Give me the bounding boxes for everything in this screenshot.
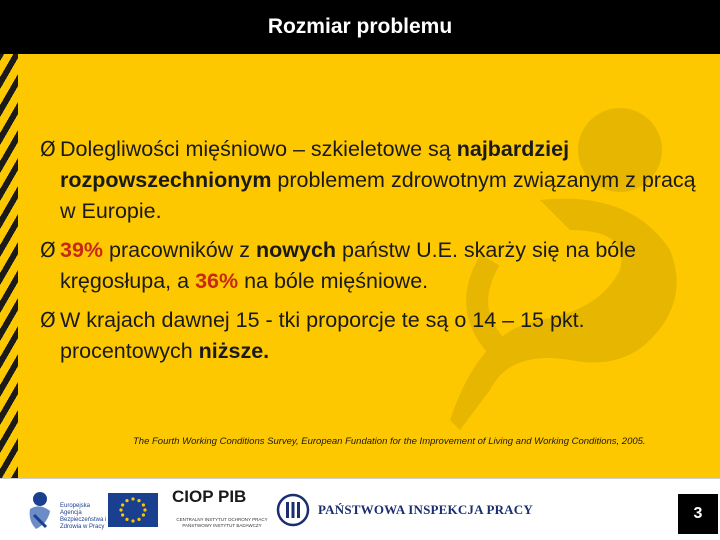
pip-logo-icon [276, 493, 310, 527]
bullet-text: problemem zdrowotnym związanym z pracą w Europie. [60, 168, 696, 223]
bullet-item [40, 235, 700, 297]
bullet-bold-text: nowych [256, 238, 337, 262]
bullet-text: W krajach dawnej 15 - tki proporcje te są o 14 – 15 pkt. procentowych [60, 308, 585, 363]
source-citation: The Fourth Working Conditions Survey, European Fundation for the Improvement of Living and Working Conditions, 2005. [133, 436, 646, 447]
footer-logos [0, 478, 720, 540]
bullet-item [40, 134, 700, 227]
percent-highlight: 36% [195, 269, 239, 293]
arrow-bullet-icon: Ø [40, 238, 56, 262]
bullet-text: pracowników z [103, 238, 256, 262]
bullet-text: Dolegliwości mięśniowo – szkieletowe są [60, 137, 457, 161]
bullet-bold-text: niższe [198, 339, 264, 363]
bullet-text: . [263, 339, 270, 363]
arrow-bullet-icon: Ø [40, 137, 56, 161]
hazard-stripe [0, 54, 18, 478]
bullet-item [40, 305, 700, 367]
ciop-pib-subtitle: CENTRALNY INSTYTUT OCHRONY PRACY PAŃSTWOWY INSTYTUT BADAWCZY [176, 517, 268, 528]
eu-osha-name: Europejska Agencja Bezpieczeństwa i Zdrowia w Pracy [60, 503, 107, 530]
ciop-pib-logo [172, 487, 272, 535]
arrow-bullet-icon: Ø [40, 308, 56, 332]
bullet-text: na bóle mięśniowe. [238, 269, 429, 293]
bullet-text: państw U.E. skarży się na bóle kręgosłupa, a [60, 238, 636, 293]
bullet-bold-text: najbardziej rozpowszechnionym [60, 137, 570, 192]
page-number: 3 [678, 494, 718, 534]
eu-flag-icon [108, 493, 158, 527]
title-bar [0, 0, 720, 54]
bullet-list [40, 134, 700, 375]
slide-title: Rozmiar problemu [267, 15, 453, 38]
pip-name: PAŃSTWOWA INSPEKCJA PRACY [318, 502, 533, 517]
percent-highlight: 39% [60, 238, 104, 262]
ciop-pib-name: CIOP PIB [172, 487, 247, 506]
